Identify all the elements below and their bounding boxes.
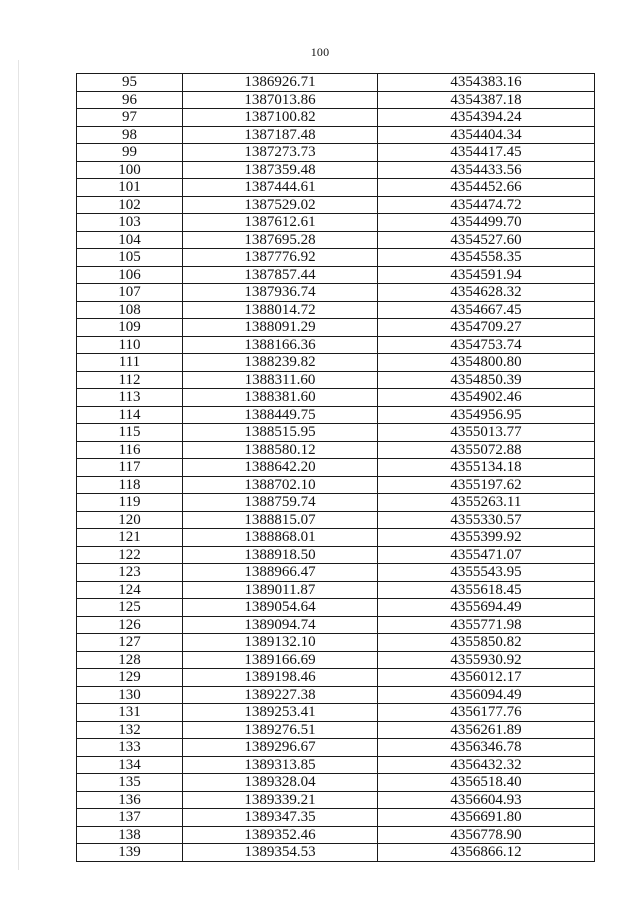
coordinates-table: [76, 73, 595, 862]
table-row: [77, 546, 595, 564]
y-coordinate-cell: 4356778.90: [378, 826, 595, 844]
table-row: [77, 651, 595, 669]
y-coordinate-cell: 4356261.89: [378, 721, 595, 739]
table-row: [77, 669, 595, 687]
point-number-cell: 123: [77, 564, 183, 582]
x-coordinate-cell: 1388239.82: [183, 354, 378, 372]
y-coordinate-cell: 4356012.17: [378, 669, 595, 687]
point-number-cell: 128: [77, 651, 183, 669]
x-coordinate-cell: 1388759.74: [183, 494, 378, 512]
table-row: [77, 739, 595, 757]
point-number-cell: 126: [77, 616, 183, 634]
x-coordinate-cell: 1387936.74: [183, 284, 378, 302]
y-coordinate-cell: 4356604.93: [378, 791, 595, 809]
x-coordinate-cell: 1387444.61: [183, 179, 378, 197]
y-coordinate-cell: 4354433.56: [378, 161, 595, 179]
point-number-cell: 121: [77, 529, 183, 547]
point-number-cell: 118: [77, 476, 183, 494]
page-number: 100: [310, 45, 330, 59]
x-coordinate-cell: 1387612.61: [183, 214, 378, 232]
x-coordinate-cell: 1389339.21: [183, 791, 378, 809]
table-row: [77, 336, 595, 354]
point-number-cell: 95: [77, 74, 183, 92]
table-row: [77, 144, 595, 162]
point-number-cell: 108: [77, 301, 183, 319]
y-coordinate-cell: 4354383.16: [378, 74, 595, 92]
table-row: [77, 616, 595, 634]
table-row: [77, 441, 595, 459]
table-row: [77, 476, 595, 494]
x-coordinate-cell: 1388642.20: [183, 459, 378, 477]
y-coordinate-cell: 4354499.70: [378, 214, 595, 232]
x-coordinate-cell: 1389054.64: [183, 599, 378, 617]
y-coordinate-cell: 4354474.72: [378, 196, 595, 214]
x-coordinate-cell: 1388868.01: [183, 529, 378, 547]
point-number-cell: 135: [77, 774, 183, 792]
y-coordinate-cell: 4354558.35: [378, 249, 595, 267]
x-coordinate-cell: 1389227.38: [183, 686, 378, 704]
y-coordinate-cell: 4354667.45: [378, 301, 595, 319]
x-coordinate-cell: 1389011.87: [183, 581, 378, 599]
point-number-cell: 124: [77, 581, 183, 599]
table-row: [77, 301, 595, 319]
point-number-cell: 113: [77, 389, 183, 407]
table-row: [77, 529, 595, 547]
x-coordinate-cell: 1388702.10: [183, 476, 378, 494]
x-coordinate-cell: 1388311.60: [183, 371, 378, 389]
table-row: [77, 809, 595, 827]
point-number-cell: 137: [77, 809, 183, 827]
y-coordinate-cell: 4356432.32: [378, 756, 595, 774]
y-coordinate-cell: 4354404.34: [378, 126, 595, 144]
point-number-cell: 98: [77, 126, 183, 144]
x-coordinate-cell: 1387273.73: [183, 144, 378, 162]
point-number-cell: 139: [77, 844, 183, 862]
point-number-cell: 100: [77, 161, 183, 179]
point-number-cell: 115: [77, 424, 183, 442]
point-number-cell: 114: [77, 406, 183, 424]
point-number-cell: 106: [77, 266, 183, 284]
x-coordinate-cell: 1389132.10: [183, 634, 378, 652]
point-number-cell: 119: [77, 494, 183, 512]
point-number-cell: 101: [77, 179, 183, 197]
table-row: [77, 721, 595, 739]
x-coordinate-cell: 1388918.50: [183, 546, 378, 564]
table-row: [77, 791, 595, 809]
y-coordinate-cell: 4354902.46: [378, 389, 595, 407]
x-coordinate-cell: 1387187.48: [183, 126, 378, 144]
point-number-cell: 138: [77, 826, 183, 844]
x-coordinate-cell: 1388580.12: [183, 441, 378, 459]
y-coordinate-cell: 4355543.95: [378, 564, 595, 582]
point-number-cell: 97: [77, 109, 183, 127]
y-coordinate-cell: 4354527.60: [378, 231, 595, 249]
table-row: [77, 389, 595, 407]
x-coordinate-cell: 1389352.46: [183, 826, 378, 844]
x-coordinate-cell: 1389094.74: [183, 616, 378, 634]
x-coordinate-cell: 1387776.92: [183, 249, 378, 267]
table-row: [77, 634, 595, 652]
table-row: [77, 844, 595, 862]
x-coordinate-cell: 1388515.95: [183, 424, 378, 442]
table-row: [77, 196, 595, 214]
table-row: [77, 494, 595, 512]
y-coordinate-cell: 4354452.66: [378, 179, 595, 197]
y-coordinate-cell: 4356691.80: [378, 809, 595, 827]
x-coordinate-cell: 1388449.75: [183, 406, 378, 424]
point-number-cell: 120: [77, 511, 183, 529]
y-coordinate-cell: 4354628.32: [378, 284, 595, 302]
point-number-cell: 109: [77, 319, 183, 337]
y-coordinate-cell: 4354591.94: [378, 266, 595, 284]
table-row: [77, 354, 595, 372]
y-coordinate-cell: 4354417.45: [378, 144, 595, 162]
x-coordinate-cell: 1388381.60: [183, 389, 378, 407]
x-coordinate-cell: 1389166.69: [183, 651, 378, 669]
y-coordinate-cell: 4356094.49: [378, 686, 595, 704]
scan-edge-line: [18, 60, 19, 870]
y-coordinate-cell: 4354753.74: [378, 336, 595, 354]
point-number-cell: 96: [77, 91, 183, 109]
table-row: [77, 109, 595, 127]
y-coordinate-cell: 4356177.76: [378, 704, 595, 722]
table-row: [77, 214, 595, 232]
x-coordinate-cell: 1389328.04: [183, 774, 378, 792]
table-row: [77, 756, 595, 774]
y-coordinate-cell: 4355850.82: [378, 634, 595, 652]
point-number-cell: 129: [77, 669, 183, 687]
y-coordinate-cell: 4354850.39: [378, 371, 595, 389]
point-number-cell: 130: [77, 686, 183, 704]
y-coordinate-cell: 4355471.07: [378, 546, 595, 564]
point-number-cell: 107: [77, 284, 183, 302]
point-number-cell: 133: [77, 739, 183, 757]
table-row: [77, 161, 595, 179]
table-row: [77, 424, 595, 442]
x-coordinate-cell: 1387529.02: [183, 196, 378, 214]
y-coordinate-cell: 4355330.57: [378, 511, 595, 529]
point-number-cell: 117: [77, 459, 183, 477]
x-coordinate-cell: 1387857.44: [183, 266, 378, 284]
x-coordinate-cell: 1387013.86: [183, 91, 378, 109]
x-coordinate-cell: 1387100.82: [183, 109, 378, 127]
y-coordinate-cell: 4355013.77: [378, 424, 595, 442]
point-number-cell: 127: [77, 634, 183, 652]
y-coordinate-cell: 4355618.45: [378, 581, 595, 599]
point-number-cell: 136: [77, 791, 183, 809]
x-coordinate-cell: 1389276.51: [183, 721, 378, 739]
table-row: [77, 371, 595, 389]
point-number-cell: 111: [77, 354, 183, 372]
table-row: [77, 459, 595, 477]
table-row: [77, 826, 595, 844]
point-number-cell: 99: [77, 144, 183, 162]
point-number-cell: 132: [77, 721, 183, 739]
point-number-cell: 134: [77, 756, 183, 774]
point-number-cell: 125: [77, 599, 183, 617]
table-row: [77, 249, 595, 267]
y-coordinate-cell: 4355694.49: [378, 599, 595, 617]
y-coordinate-cell: 4354956.95: [378, 406, 595, 424]
table-row: [77, 266, 595, 284]
x-coordinate-cell: 1388014.72: [183, 301, 378, 319]
x-coordinate-cell: 1386926.71: [183, 74, 378, 92]
y-coordinate-cell: 4354800.80: [378, 354, 595, 372]
point-number-cell: 102: [77, 196, 183, 214]
x-coordinate-cell: 1387695.28: [183, 231, 378, 249]
point-number-cell: 116: [77, 441, 183, 459]
table-row: [77, 284, 595, 302]
point-number-cell: 103: [77, 214, 183, 232]
x-coordinate-cell: 1388166.36: [183, 336, 378, 354]
x-coordinate-cell: 1388966.47: [183, 564, 378, 582]
x-coordinate-cell: 1387359.48: [183, 161, 378, 179]
y-coordinate-cell: 4355930.92: [378, 651, 595, 669]
point-number-cell: 131: [77, 704, 183, 722]
x-coordinate-cell: 1389313.85: [183, 756, 378, 774]
x-coordinate-cell: 1389253.41: [183, 704, 378, 722]
table-row: [77, 74, 595, 92]
y-coordinate-cell: 4354709.27: [378, 319, 595, 337]
table-row: [77, 774, 595, 792]
y-coordinate-cell: 4356346.78: [378, 739, 595, 757]
y-coordinate-cell: 4355197.62: [378, 476, 595, 494]
point-number-cell: 122: [77, 546, 183, 564]
x-coordinate-cell: 1389347.35: [183, 809, 378, 827]
y-coordinate-cell: 4355771.98: [378, 616, 595, 634]
x-coordinate-cell: 1389354.53: [183, 844, 378, 862]
table-row: [77, 564, 595, 582]
table-row: [77, 126, 595, 144]
x-coordinate-cell: 1388091.29: [183, 319, 378, 337]
point-number-cell: 110: [77, 336, 183, 354]
y-coordinate-cell: 4355134.18: [378, 459, 595, 477]
y-coordinate-cell: 4354387.18: [378, 91, 595, 109]
x-coordinate-cell: 1388815.07: [183, 511, 378, 529]
point-number-cell: 104: [77, 231, 183, 249]
table-row: [77, 704, 595, 722]
point-number-cell: 112: [77, 371, 183, 389]
x-coordinate-cell: 1389198.46: [183, 669, 378, 687]
table-row: [77, 581, 595, 599]
table-row: [77, 406, 595, 424]
table-row: [77, 511, 595, 529]
y-coordinate-cell: 4355072.88: [378, 441, 595, 459]
y-coordinate-cell: 4355399.92: [378, 529, 595, 547]
table-row: [77, 319, 595, 337]
y-coordinate-cell: 4355263.11: [378, 494, 595, 512]
table-row: [77, 91, 595, 109]
point-number-cell: 105: [77, 249, 183, 267]
x-coordinate-cell: 1389296.67: [183, 739, 378, 757]
table-row: [77, 179, 595, 197]
y-coordinate-cell: 4356518.40: [378, 774, 595, 792]
table-row: [77, 231, 595, 249]
table-row: [77, 686, 595, 704]
y-coordinate-cell: 4356866.12: [378, 844, 595, 862]
y-coordinate-cell: 4354394.24: [378, 109, 595, 127]
table-row: [77, 599, 595, 617]
coordinates-table-body: [77, 74, 595, 862]
